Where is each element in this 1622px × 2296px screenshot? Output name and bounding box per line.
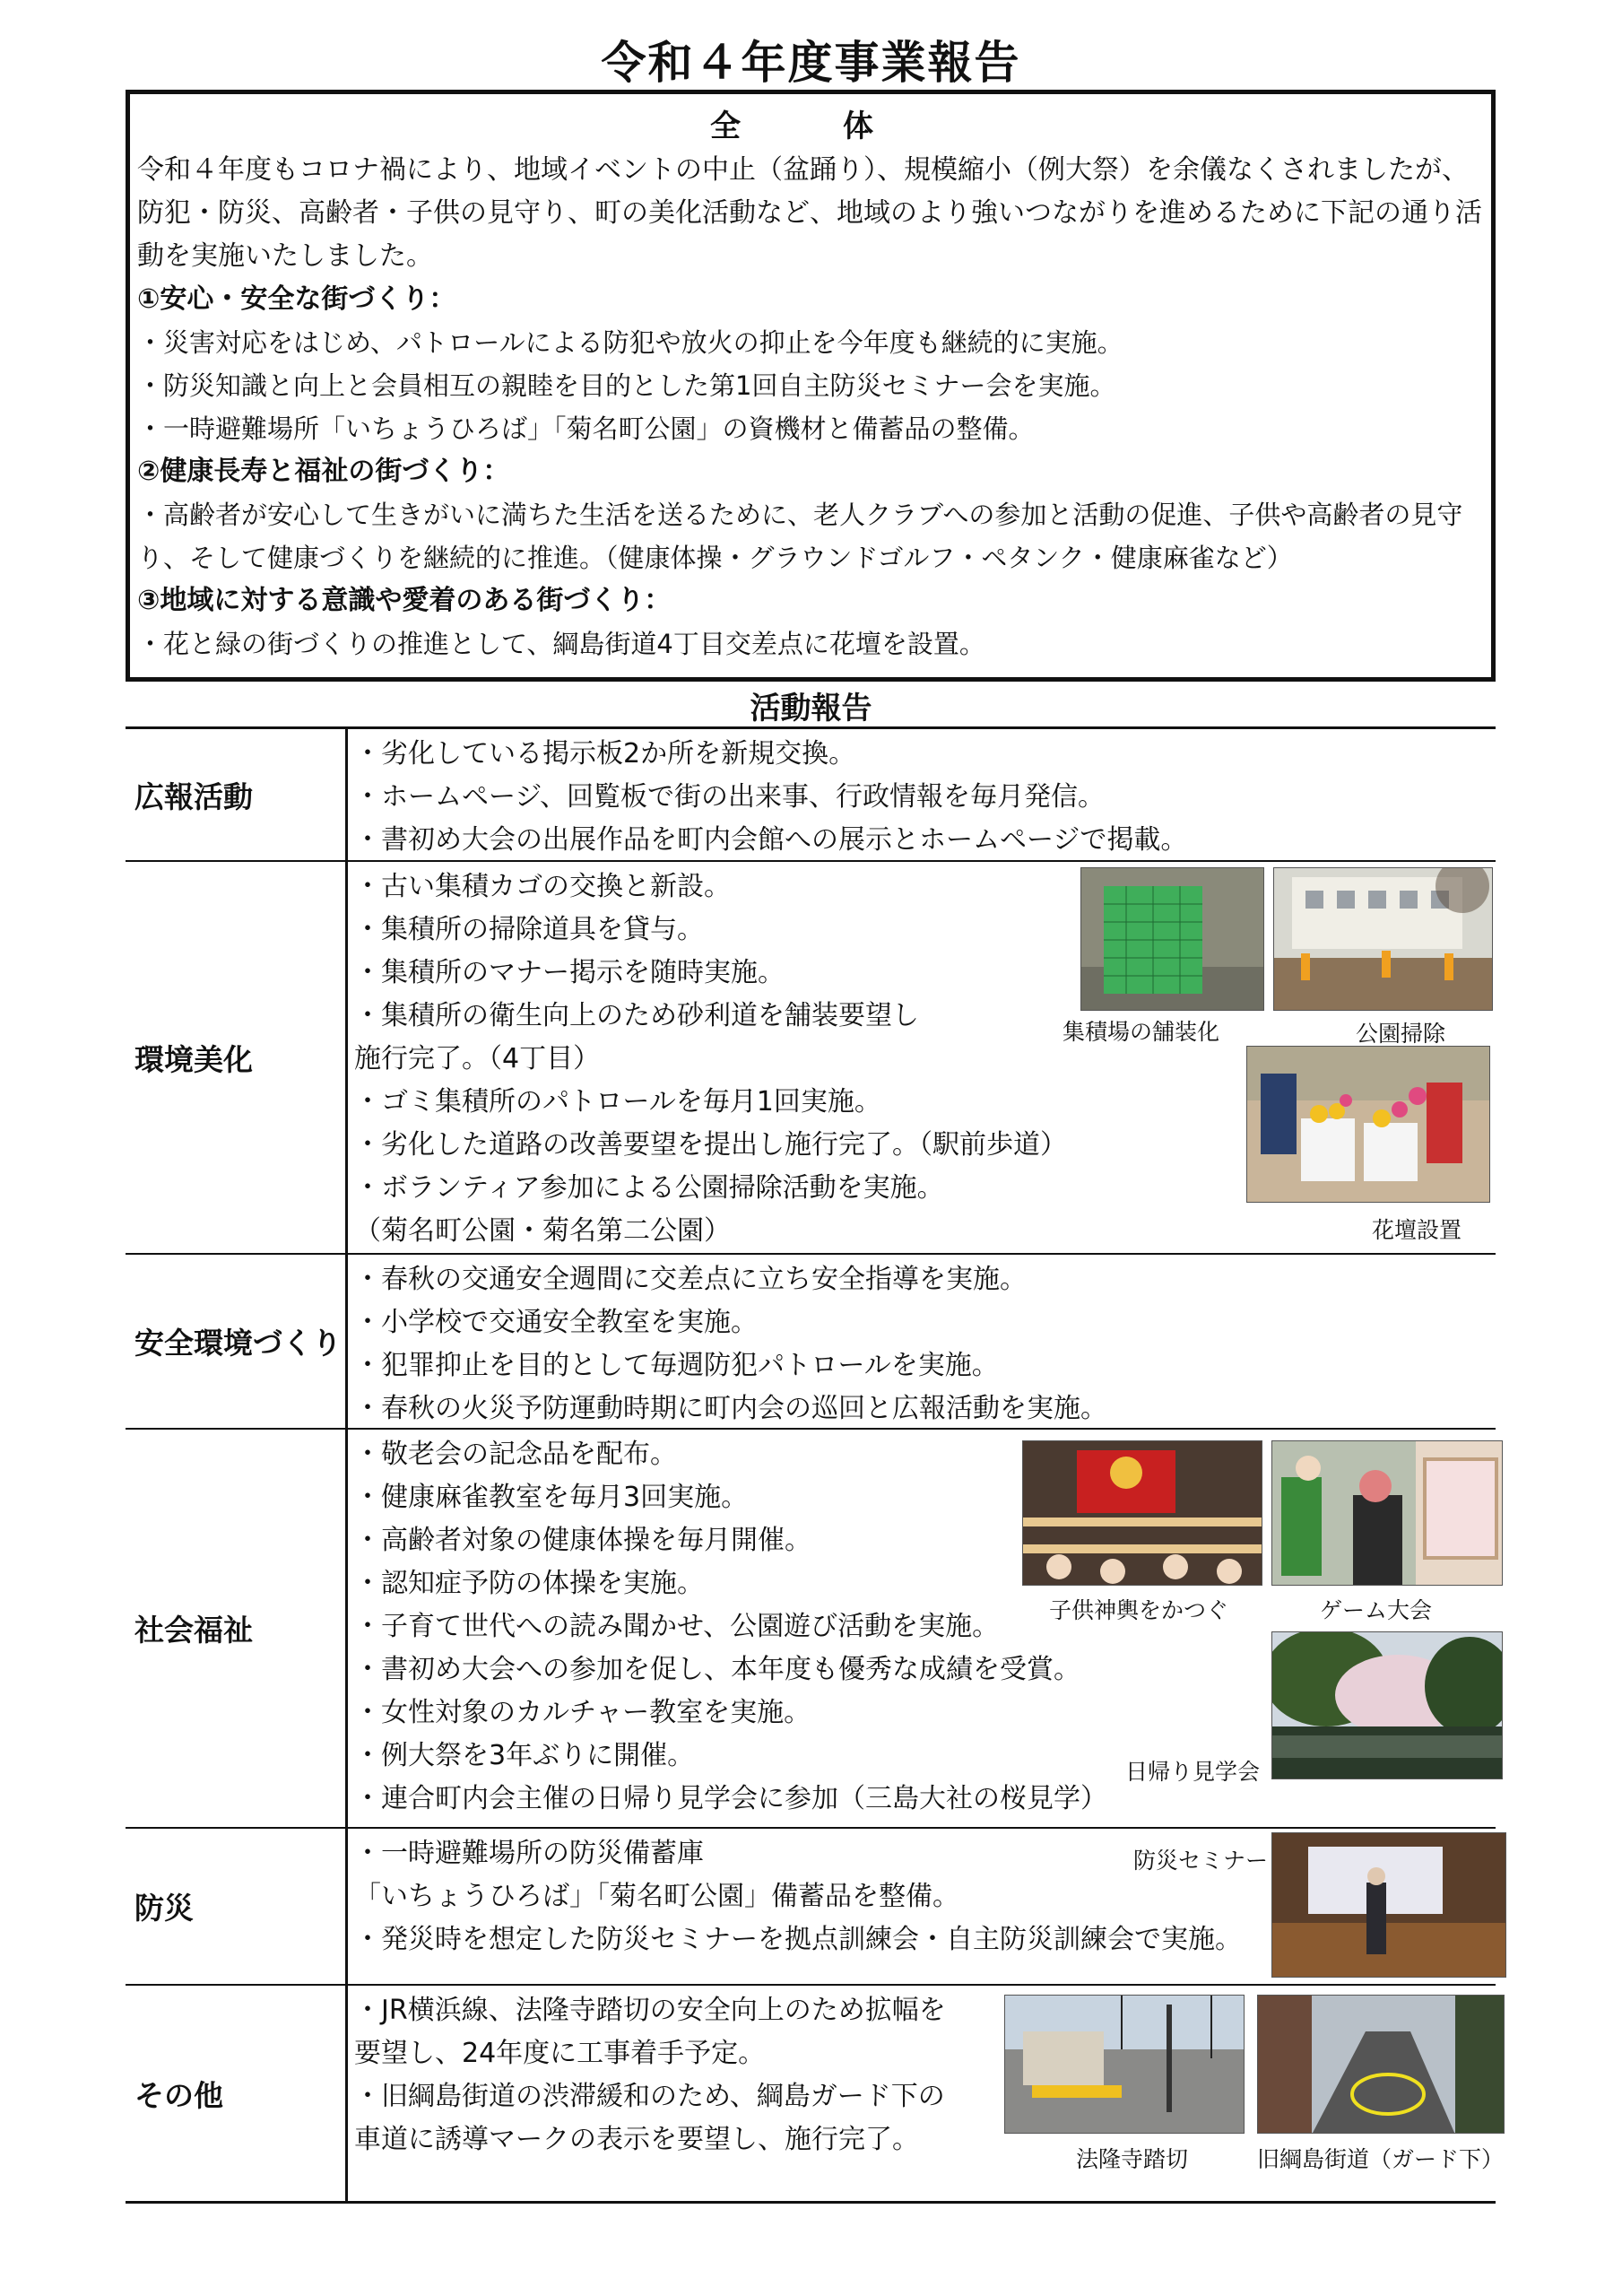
table-row xyxy=(126,1255,1496,1430)
list-item: ・子育て世代への読み聞かせ、公園遊び活動を実施。 xyxy=(354,1611,1000,1642)
photo-image xyxy=(1272,1833,1506,1978)
photo-collection-site xyxy=(1080,867,1264,1011)
list-item: ・書初め大会の出展作品を町内会館への展示とホームページで掲載。 xyxy=(354,824,1188,856)
list-item: ・ボランティア参加による公園掃除活動を実施。 xyxy=(354,1172,944,1204)
item-list xyxy=(354,1433,1107,1821)
list-item: ・JR横浜線、法隆寺踏切の安全向上のため拡幅を xyxy=(354,1995,946,2026)
photo-old-tsunashima-road xyxy=(1257,1995,1505,2134)
photo-image xyxy=(1272,1441,1503,1586)
photo-disaster-seminar xyxy=(1271,1832,1506,1978)
list-item: ・ホームページ、回覧板で街の出来事、行政情報を毎月発信。 xyxy=(354,781,1105,813)
photo-flower-bed xyxy=(1246,1046,1490,1203)
photo-image xyxy=(1274,868,1493,1011)
item-list xyxy=(354,1832,1242,1961)
list-item: （菊名町公園・菊名第二公園） xyxy=(354,1215,731,1247)
photo-caption: 旧綱島街道（ガード下） xyxy=(1257,2146,1505,2172)
list-item: ・劣化した道路の改善要望を提出し施行完了。（駅前歩道） xyxy=(354,1129,1067,1161)
list-item: 施行完了。（4丁目） xyxy=(354,1043,601,1074)
list-item: ・劣化している掲示板2か所を新規交換。 xyxy=(354,738,856,770)
list-item: ・連合町内会主催の日帰り見学会に参加（三島大社の桜見学） xyxy=(354,1783,1107,1814)
activity-report-table xyxy=(126,726,1505,2204)
photo-caption: 公園掃除 xyxy=(1356,1021,1446,1047)
list-item: ・小学校で交通安全教室を実施。 xyxy=(354,1307,758,1338)
table-row xyxy=(126,1986,1505,2201)
table-row xyxy=(126,729,1496,862)
photo-caption: 集積場の舗装化 xyxy=(1063,1019,1220,1045)
table-row xyxy=(126,1829,1496,1986)
list-item: ・古い集積カゴの交換と新設。 xyxy=(354,871,731,902)
table-row xyxy=(126,862,1496,1255)
list-item: ・ゴミ集積所のパトロールを毎月1回実施。 xyxy=(354,1086,881,1118)
item-list xyxy=(354,865,1067,1253)
list-item: ・一時避難場所の防災備蓄庫 xyxy=(354,1838,704,1869)
photo-game-event xyxy=(1271,1440,1503,1586)
list-item: ・集積所のマナー掲示を随時実施。 xyxy=(354,957,785,988)
list-item: ・旧綱島街道の渋滞緩和のため、綱島ガード下の xyxy=(354,2081,945,2112)
category-label: その他 xyxy=(126,1986,348,2201)
photo-image xyxy=(1258,1996,1505,2134)
photo-day-trip xyxy=(1271,1631,1503,1779)
list-item: 要望し、24年度に工事着手予定。 xyxy=(354,2038,766,2069)
section-heading: ②健康長寿と福祉の街づくり： xyxy=(137,456,510,487)
photo-image xyxy=(1005,1996,1245,2134)
photo-railroad-crossing xyxy=(1004,1995,1245,2134)
section-heading: ①安心・安全な街づくり： xyxy=(137,283,456,315)
list-item: 車道に誘導マークの表示を要望し、施行完了。 xyxy=(354,2124,919,2155)
item-list xyxy=(354,733,1187,862)
category-label: 防災 xyxy=(126,1829,348,1984)
section-item: ・防災知識と向上と会員相互の親睦を目的とした第1回自主防災セミナー会を実施。 xyxy=(137,370,1116,401)
page-title: 令和４年度事業報告 xyxy=(601,37,1021,89)
list-item: ・発災時を想定した防災セミナーを拠点訓練会・自主防災訓練会で実施。 xyxy=(354,1924,1242,1955)
list-item: ・集積所の衛生向上のため砂利道を舗装要望し xyxy=(354,1000,919,1031)
list-item: ・集積所の掃除道具を貸与。 xyxy=(354,914,704,945)
section-heading: ③地域に対する意識や愛着のある街づくり： xyxy=(137,585,672,616)
photo-caption: ゲーム大会 xyxy=(1320,1597,1433,1623)
list-item: ・春秋の交通安全週間に交差点に立ち安全指導を実施。 xyxy=(354,1264,1027,1295)
list-item: ・女性対象のカルチャー教室を実施。 xyxy=(354,1697,811,1728)
list-item: ・敬老会の記念品を配布。 xyxy=(354,1439,677,1470)
photo-caption: 花壇設置 xyxy=(1372,1217,1462,1243)
list-item: ・春秋の火災予防運動時期に町内会の巡回と広報活動を実施。 xyxy=(354,1393,1107,1424)
item-list xyxy=(354,1258,1107,1431)
list-item: ・高齢者対象の健康体操を毎月開催。 xyxy=(354,1525,811,1556)
photo-image xyxy=(1272,1632,1503,1779)
photo-caption: 法隆寺踏切 xyxy=(1076,2146,1189,2172)
list-item: ・犯罪抑止を目的として毎週防犯パトロールを実施。 xyxy=(354,1350,999,1381)
list-item: ・認知症予防の体操を実施。 xyxy=(354,1568,704,1599)
photo-caption: 日帰り見学会 xyxy=(1125,1759,1261,1785)
photo-caption: 子供神輿をかつぐ xyxy=(1049,1597,1229,1623)
table-row xyxy=(126,1430,1496,1829)
category-label: 広報活動 xyxy=(126,729,348,860)
report-heading: 活動報告 xyxy=(750,691,872,726)
category-label: 社会福祉 xyxy=(126,1430,348,1827)
list-item: ・書初め大会への参加を促し、本年度も優秀な成績を受賞。 xyxy=(354,1654,1080,1685)
section-item: ・一時避難場所「いちょうひろば」「菊名町公園」の資機材と備蓄品の整備。 xyxy=(137,413,1035,444)
section-item: ・花と緑の街づくりの推進として、綱島街道4丁目交差点に花壇を設置。 xyxy=(137,629,985,659)
photo-park-cleaning xyxy=(1273,867,1493,1011)
category-label: 環境美化 xyxy=(126,862,348,1253)
section-item: ・災害対応をはじめ、パトロールによる防犯や放火の抑止を今年度も継続的に実施。 xyxy=(137,327,1123,358)
list-item: ・例大祭を3年ぶりに開催。 xyxy=(354,1740,695,1771)
section-item: ・高齢者が安心して生きがいに満ちた生活を送るために、老人クラブへの参加と活動の促進、子供や高齢者の見守り、そして健康づくりを継続的に推進。（健康体操・グラウンドゴルフ・ペタンク・健康麻雀など） xyxy=(137,500,1463,573)
photo-caption: 防災セミナー xyxy=(1133,1848,1269,1874)
category-label: 安全環境づくり xyxy=(126,1255,348,1428)
item-list xyxy=(354,1989,946,2161)
list-item: ・健康麻雀教室を毎月3回実施。 xyxy=(354,1482,749,1513)
summary-intro: 令和４年度もコロナ禍により、地域イベントの中止（盆踊り）、規模縮小（例大祭）を余儀なくされましたが、防犯・防災、高齢者・子供の見守り、町の美化活動など、地域のより強いつながりを進めるために下記の通り活動を実施いたしました。 xyxy=(137,154,1482,272)
list-item: 「いちょうひろば」「菊名町公園」備蓄品を整備。 xyxy=(354,1881,959,1912)
photo-children-mikoshi xyxy=(1022,1440,1262,1586)
photo-image xyxy=(1023,1441,1262,1586)
summary-box xyxy=(126,90,1496,682)
summary-heading: 全 体 xyxy=(710,109,909,144)
photo-image xyxy=(1247,1047,1490,1203)
photo-image xyxy=(1081,868,1264,1011)
